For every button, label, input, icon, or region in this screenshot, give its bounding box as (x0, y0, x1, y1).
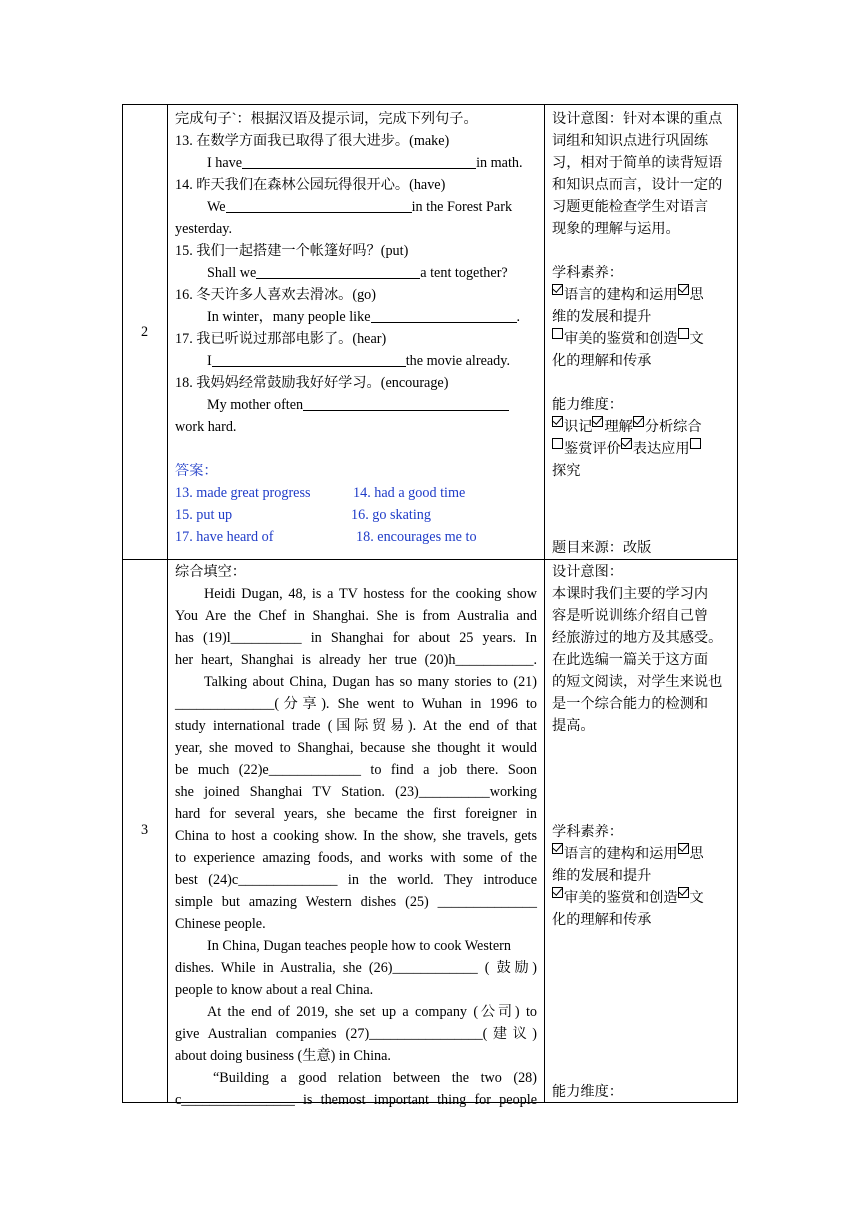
passage-line: “Building a good relation between the two (28) (213, 1070, 537, 1086)
lesson-table (122, 104, 738, 1108)
option-label: 探究 (552, 463, 581, 479)
answer-blank[interactable] (242, 152, 476, 169)
row-number: 2 (140, 324, 149, 340)
answer-blank[interactable] (256, 262, 420, 279)
intent-line: 是一个综合能力的检测和 (552, 696, 709, 712)
literacy-line (552, 328, 732, 350)
option-label: 文 (689, 890, 704, 906)
ability-line (552, 460, 732, 482)
intent-line: 现象的理解与运用。 (552, 221, 680, 237)
item-cn: 15. 我们一起搭建一个帐篷好吗？(put) (175, 243, 409, 259)
literacy-title: 学科素养： (552, 824, 623, 840)
passage-line: her heart, Shanghai is already her true (20)h___________. (175, 652, 537, 668)
checked-box-icon[interactable] (552, 843, 563, 854)
literacy-line (552, 843, 732, 865)
literacy-title: 学科素养： (552, 265, 623, 281)
source-text: 题目来源：改版 (552, 540, 652, 556)
passage-line: dishes. While in Australia, she (26)____________ ( 鼓励) (175, 960, 537, 976)
checked-box-icon[interactable] (678, 284, 689, 295)
checked-box-icon[interactable] (621, 438, 632, 449)
passage-line: study international trade (国际贸易). At the end of that (175, 718, 537, 734)
option-label: 表达应用 (632, 441, 690, 457)
literacy-line (552, 350, 732, 372)
cloze-title: 综合填空： (175, 564, 246, 580)
intent-line: 本课时我们主要的学习内 (552, 586, 709, 602)
passage-line: hard for several years, she became the first foreigner in (175, 806, 537, 822)
literacy-line (552, 306, 732, 328)
intent-line: 和知识点而言，设计一定的 (552, 177, 723, 193)
passage-line: c________________ is themost important thing for people (175, 1092, 537, 1108)
design-notes (552, 108, 732, 482)
item-en: the movie already. (405, 353, 510, 369)
column-divider (167, 104, 168, 1103)
intent-line: 设计意图：针对本课的重点 (552, 111, 723, 127)
checked-box-icon[interactable] (678, 887, 689, 898)
answer-item: 17. have heard of (175, 529, 274, 545)
unchecked-box-icon[interactable] (690, 438, 701, 449)
option-label: 语言的建构和运用 (564, 287, 678, 303)
design-notes (552, 561, 732, 737)
item-cn: 18. 我妈妈经常鼓励我好好学习。(encourage) (175, 375, 449, 391)
design-intent (552, 561, 732, 737)
unchecked-box-icon[interactable] (552, 438, 563, 449)
row-number: 3 (140, 822, 149, 838)
answer-blank[interactable] (226, 196, 412, 213)
intent-line: 习题更能检查学生对语言 (552, 199, 709, 215)
checked-box-icon[interactable] (552, 887, 563, 898)
passage-line: people to know about a real China. (175, 982, 374, 998)
literacy-line (552, 909, 732, 931)
passage-line: best (24)c______________ in the world. They introduce (175, 872, 537, 888)
passage-line: China to host a cooking show. In the show, she travels, gets (175, 828, 537, 844)
passage-line: At the end of 2019, she set up a company (公司) to (207, 1004, 537, 1020)
exercise-title: 完成句子`：根据汉语及提示词，完成下列句子。 (175, 111, 478, 127)
passage-line: You Are the Chef in Shanghai. She is from Australia and (175, 608, 537, 624)
option-label: 化的理解和传承 (552, 353, 652, 369)
checked-box-icon[interactable] (633, 416, 644, 427)
literacy-block (552, 821, 732, 931)
checked-box-icon[interactable] (552, 284, 563, 295)
ability-line (552, 438, 732, 460)
passage-line: be much (22)e_____________ to find a job there. Soon (175, 762, 537, 778)
checked-box-icon[interactable] (592, 416, 603, 427)
option-label: 审美的鉴赏和创造 (564, 331, 678, 347)
unchecked-box-icon[interactable] (552, 328, 563, 339)
ability-block (552, 1081, 732, 1103)
cloze-passage (175, 561, 537, 1111)
question-source (552, 537, 732, 559)
table-border-right (737, 104, 738, 1103)
option-label: 分析综合 (644, 419, 702, 435)
literacy-line (552, 865, 732, 887)
item-en: I (207, 353, 212, 369)
passage-line: In China, Dugan teaches people how to cook Western (207, 938, 511, 954)
passage-line: Chinese people. (175, 916, 266, 932)
passage-line: simple but amazing Western dishes (25) ______________ (175, 894, 537, 910)
item-en: I have (207, 155, 243, 171)
answer-item: 15. put up (175, 507, 233, 523)
intent-line: 经旅游过的地方及其感受。 (552, 630, 723, 646)
option-label: 文 (689, 331, 704, 347)
item-en-cont: work hard. (175, 419, 237, 435)
item-en-cont: yesterday. (175, 221, 232, 237)
option-label: 审美的鉴赏和创造 (564, 890, 678, 906)
answer-item: 13. made great progress (175, 485, 311, 501)
item-en: . (516, 309, 521, 325)
answer-blank[interactable] (371, 306, 517, 323)
intent-line: 在此选编一篇关于这方面 (552, 652, 709, 668)
passage-line: she joined Shanghai TV Station. (23)__________working (175, 784, 537, 800)
answer-label: 答案： (175, 463, 218, 479)
row-divider (122, 559, 738, 560)
item-en: in the Forest Park (411, 199, 513, 215)
option-label: 维的发展和提升 (552, 309, 652, 325)
unchecked-box-icon[interactable] (678, 328, 689, 339)
passage-line: Talking about China, Dugan has so many stories to (21) (204, 674, 537, 690)
item-en: My mother often (207, 397, 304, 413)
intent-line: 提高。 (552, 718, 595, 734)
option-label: 思 (689, 287, 704, 303)
answer-item: 14. had a good time (353, 485, 466, 501)
answer-item: 18. encourages me to (356, 529, 477, 545)
table-border-top (122, 104, 738, 105)
item-cn: 17. 我已听说过那部电影了。(hear) (175, 331, 387, 347)
passage-line: to experience amazing foods, and works with some of the (175, 850, 537, 866)
ability-title: 能力维度： (552, 1084, 623, 1100)
option-label: 识记 (564, 419, 593, 435)
intent-line: 习，相对于简单的读背短语 (552, 155, 723, 171)
literacy-line (552, 284, 732, 306)
column-divider (544, 104, 545, 1103)
checked-box-icon[interactable] (678, 843, 689, 854)
option-label: 维的发展和提升 (552, 868, 652, 884)
intent-line: 容是听说训练介绍自己曾 (552, 608, 709, 624)
passage-line: has (19)l__________ in Shanghai for about 25 years. In (175, 630, 537, 646)
item-cn: 14. 昨天我们在森林公园玩得很开心。(have) (175, 177, 446, 193)
item-en: In winter，many people like (207, 309, 371, 325)
passage-line: give Australian companies (27)________________(建议) (175, 1026, 537, 1042)
answer-blank[interactable] (212, 350, 406, 367)
option-label: 思 (689, 846, 704, 862)
intent-line: 词组和知识点进行巩固练 (552, 133, 709, 149)
item-cn: 16. 冬天许多人喜欢去滑冰。(go) (175, 287, 376, 303)
answer-item: 16. go skating (351, 507, 431, 523)
answer-blank[interactable] (303, 394, 509, 411)
item-en: a tent together? (420, 265, 508, 281)
option-label: 鉴赏评价 (564, 441, 621, 457)
intent-line: 的短文阅读，对学生来说也 (552, 674, 723, 690)
option-label: 理解 (604, 419, 633, 435)
literacy-line (552, 887, 732, 909)
table-border-left (122, 104, 123, 1103)
passage-line: Heidi Dugan, 48, is a TV hostess for the cooking show (204, 586, 537, 602)
checked-box-icon[interactable] (552, 416, 563, 427)
item-en: Shall we (207, 265, 257, 281)
item-cn: 13. 在数学方面我已取得了很大进步。(make) (175, 133, 450, 149)
intent-line: 设计意图： (552, 564, 623, 580)
passage-line: ______________(分享). She went to Wuhan in 1996 to (175, 696, 537, 712)
option-label: 语言的建构和运用 (564, 846, 678, 862)
ability-title: 能力维度： (552, 397, 623, 413)
passage-line: about doing business (生意) in China. (175, 1048, 391, 1064)
design-intent (552, 108, 732, 240)
option-label: 化的理解和传承 (552, 912, 652, 928)
item-en: We (207, 199, 226, 215)
item-en: in math. (476, 155, 523, 171)
exercise-sentences (175, 108, 537, 548)
ability-line (552, 416, 732, 438)
passage-line: year, she moved to Shanghai, because she thought it would (175, 740, 537, 756)
